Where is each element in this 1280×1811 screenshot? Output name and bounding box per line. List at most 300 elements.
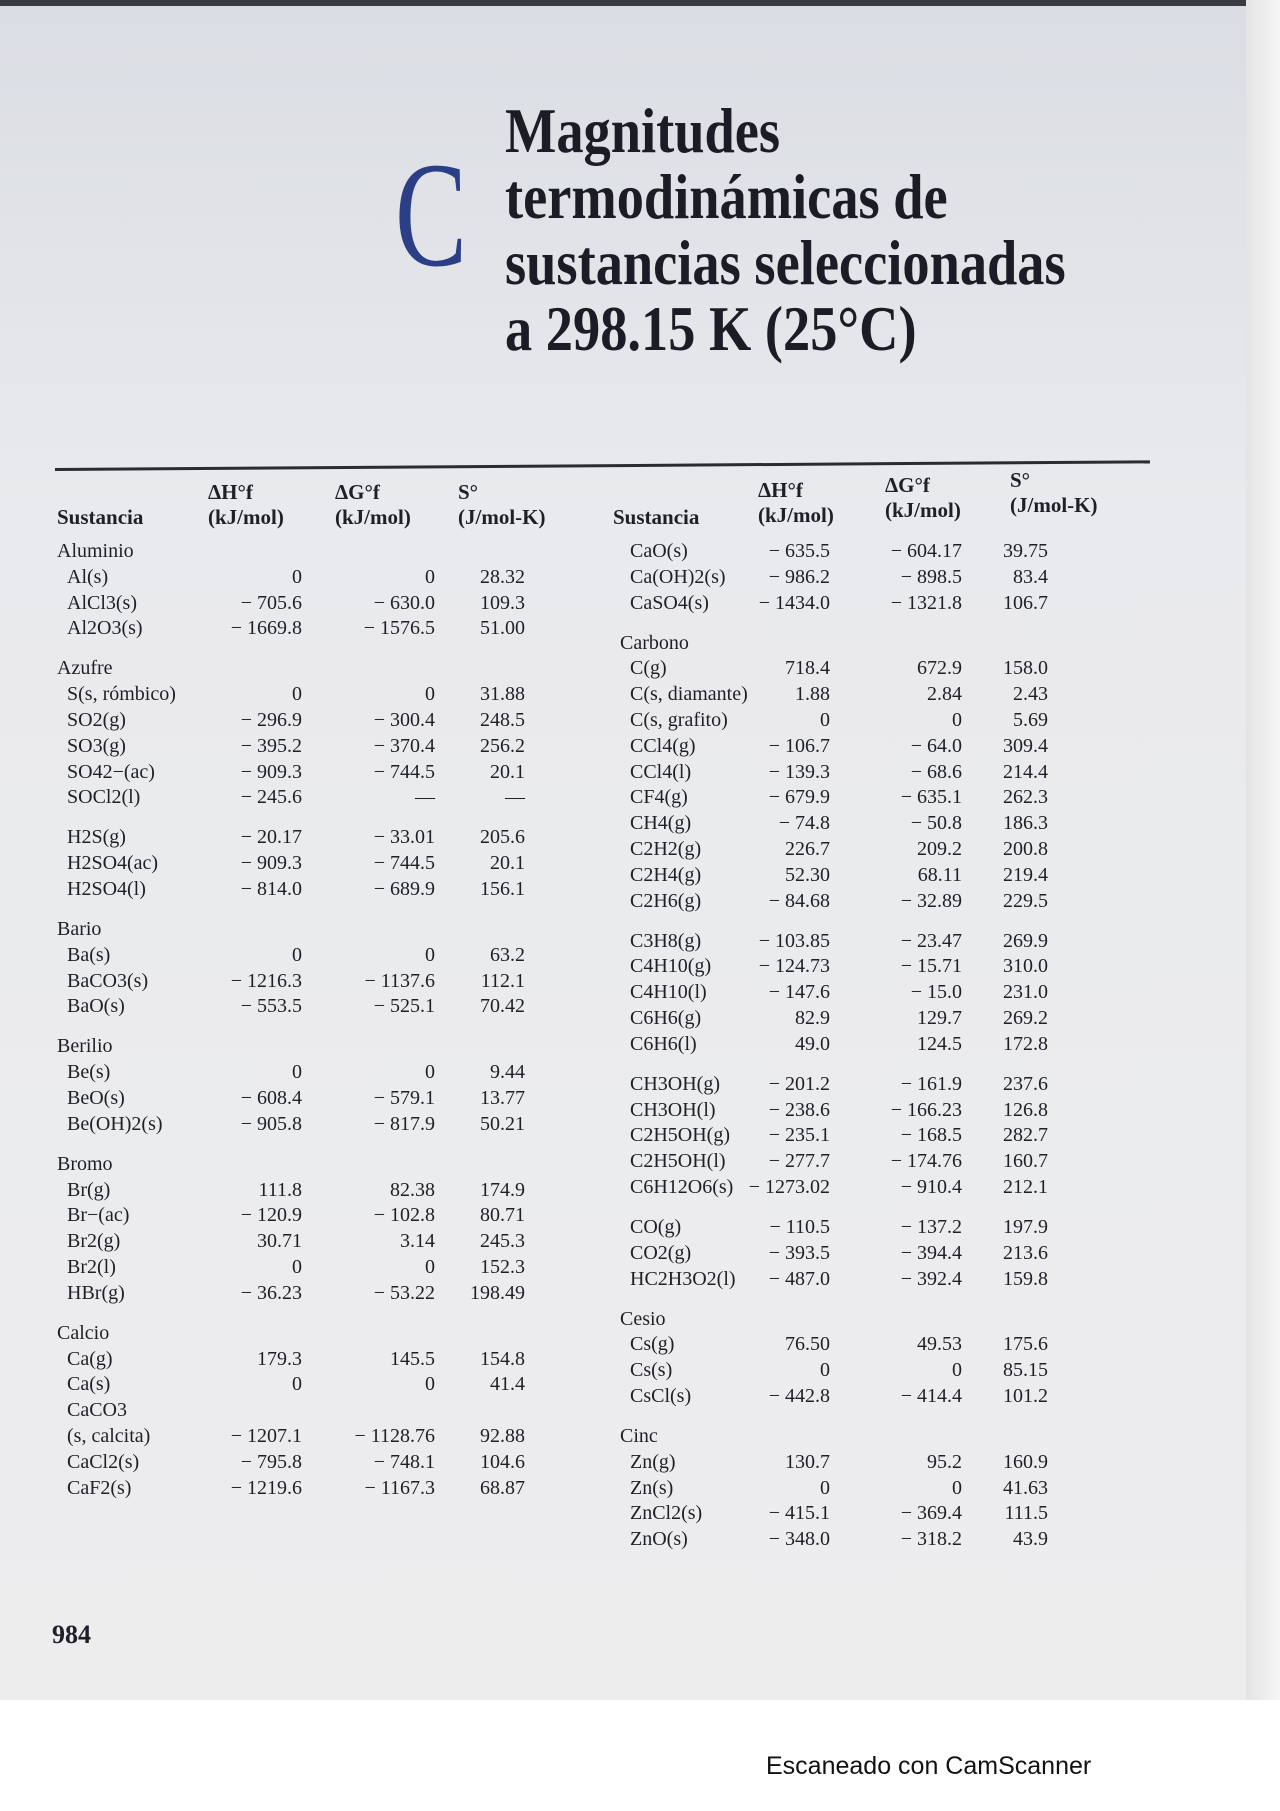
group-heading-row bbox=[620, 1425, 1160, 1451]
dg-value: 209.2 bbox=[917, 837, 962, 860]
group-heading-row bbox=[57, 1153, 597, 1179]
dh-value: − 814.0 bbox=[240, 877, 302, 900]
table-row bbox=[57, 1256, 597, 1282]
s-value: 112.1 bbox=[480, 969, 525, 992]
dh-value: − 235.1 bbox=[768, 1124, 830, 1147]
dg-value: − 414.4 bbox=[900, 1384, 962, 1407]
dh-value: − 139.3 bbox=[768, 760, 830, 783]
dg-value: − 525.1 bbox=[373, 995, 435, 1018]
table-row bbox=[620, 1007, 1160, 1033]
scanner-watermark: Escaneado con CamScanner bbox=[766, 1752, 1092, 1780]
dg-value: 672.9 bbox=[917, 657, 962, 680]
substance-name: CaCO3 bbox=[67, 1399, 127, 1422]
substance-name: CsCl(s) bbox=[630, 1384, 692, 1407]
dg-value: − 1321.8 bbox=[890, 591, 962, 614]
dg-value: − 898.5 bbox=[900, 565, 962, 588]
dg-value: 0 bbox=[425, 1255, 435, 1278]
substance-name: CaF2(s) bbox=[67, 1476, 132, 1499]
substance-name: ZnCl2(s) bbox=[630, 1502, 703, 1525]
page-title bbox=[505, 95, 1205, 364]
header-dg-unit: (kJ/mol) bbox=[885, 498, 961, 522]
s-value: 70.42 bbox=[480, 995, 525, 1018]
substance-name: Zn(s) bbox=[630, 1476, 674, 1499]
table-row bbox=[620, 812, 1160, 838]
table-row bbox=[620, 838, 1160, 864]
dg-value: − 817.9 bbox=[373, 1112, 435, 1135]
dg-value: − 744.5 bbox=[373, 852, 435, 875]
substance-name: Br2(l) bbox=[67, 1255, 116, 1278]
s-value: 214.4 bbox=[1003, 760, 1048, 783]
table-row bbox=[57, 1425, 597, 1451]
title-line: a 298.15 K (25°C) bbox=[505, 293, 917, 364]
substance-name: Ba(s) bbox=[67, 943, 111, 966]
s-value: 213.6 bbox=[1003, 1241, 1048, 1264]
table-row bbox=[57, 1204, 597, 1230]
table-row bbox=[620, 981, 1160, 1007]
s-value: 63.2 bbox=[490, 943, 525, 966]
substance-name: Be(s) bbox=[67, 1061, 111, 1084]
appendix-letter: C bbox=[395, 132, 468, 298]
dg-value: 0 bbox=[425, 565, 435, 588]
dg-value: − 33.01 bbox=[373, 826, 435, 849]
s-value: 51.00 bbox=[480, 617, 525, 640]
dg-value: 0 bbox=[952, 1476, 962, 1499]
dg-value: − 168.5 bbox=[900, 1124, 962, 1147]
substance-name: SOCl2(l) bbox=[67, 786, 141, 809]
s-value: 92.88 bbox=[480, 1424, 525, 1447]
table-row bbox=[620, 786, 1160, 812]
s-value: 152.3 bbox=[480, 1255, 525, 1278]
dg-value: 0 bbox=[952, 708, 962, 731]
dh-value: − 415.1 bbox=[768, 1502, 830, 1525]
substance-name: CCl4(l) bbox=[630, 760, 692, 783]
dh-value: 82.9 bbox=[795, 1006, 830, 1029]
table-row bbox=[620, 1359, 1160, 1385]
substance-name: Br−(ac) bbox=[67, 1204, 130, 1227]
table-row bbox=[57, 1399, 597, 1425]
header-s-left bbox=[458, 480, 545, 530]
substance-name: C6H6(l) bbox=[630, 1032, 697, 1055]
substance-name: BeO(s) bbox=[67, 1086, 125, 1109]
s-value: 158.0 bbox=[1003, 657, 1048, 680]
substance-name: H2SO4(l) bbox=[67, 877, 146, 900]
dh-value: − 608.4 bbox=[240, 1086, 302, 1109]
dh-value: − 909.3 bbox=[240, 852, 302, 875]
substance-name: AlCl3(s) bbox=[67, 591, 137, 614]
substance-name: C(s, diamante) bbox=[630, 683, 748, 706]
title-line: sustancias seleccionadas bbox=[505, 227, 1066, 298]
dh-value: − 120.9 bbox=[240, 1204, 302, 1227]
dh-value: 30.71 bbox=[257, 1230, 302, 1253]
s-value: 43.9 bbox=[1013, 1528, 1048, 1551]
header-dg-unit: (kJ/mol) bbox=[335, 505, 411, 529]
group-heading-row bbox=[620, 632, 1160, 658]
dh-value: 0 bbox=[292, 1373, 302, 1396]
title-line: termodinámicas de bbox=[505, 161, 948, 232]
dg-value: 0 bbox=[425, 943, 435, 966]
table-row bbox=[57, 1373, 597, 1399]
dh-value: − 103.85 bbox=[758, 929, 830, 952]
dg-value: − 15.0 bbox=[910, 981, 962, 1004]
table-row bbox=[57, 1451, 597, 1477]
group-heading-row bbox=[57, 918, 597, 944]
group-heading: Cinc bbox=[620, 1424, 658, 1447]
s-value: 101.2 bbox=[1003, 1384, 1048, 1407]
table-row bbox=[57, 1282, 597, 1308]
dg-value: − 53.22 bbox=[373, 1281, 435, 1304]
table-row bbox=[620, 1073, 1160, 1099]
s-value: 309.4 bbox=[1003, 734, 1048, 757]
group-heading: Bario bbox=[57, 917, 102, 940]
substance-name: C2H6(g) bbox=[630, 889, 702, 912]
header-s-symbol: S° bbox=[1010, 468, 1031, 492]
table-row bbox=[57, 1348, 597, 1374]
dh-value: − 487.0 bbox=[768, 1267, 830, 1290]
table-row bbox=[57, 761, 597, 787]
table-row bbox=[57, 970, 597, 996]
s-value: 172.8 bbox=[1003, 1032, 1048, 1055]
substance-name: C(g) bbox=[630, 657, 667, 680]
s-value: 2.43 bbox=[1013, 683, 1048, 706]
substance-name: Be(OH)2(s) bbox=[67, 1112, 163, 1135]
dg-value: − 174.76 bbox=[890, 1150, 962, 1173]
header-dh-symbol: ΔH°f bbox=[208, 480, 253, 504]
table-row bbox=[620, 1216, 1160, 1242]
substance-name: Al2O3(s) bbox=[67, 617, 143, 640]
dh-value: 0 bbox=[820, 708, 830, 731]
table-row bbox=[57, 786, 597, 812]
dg-value: − 1128.76 bbox=[354, 1424, 435, 1447]
s-value: 39.75 bbox=[1003, 540, 1048, 562]
dh-value: 0 bbox=[292, 1255, 302, 1278]
dh-value: − 74.8 bbox=[778, 812, 830, 835]
dh-value: − 110.5 bbox=[769, 1215, 830, 1238]
header-substance-left: Sustancia bbox=[57, 505, 144, 529]
header-s-right bbox=[1010, 468, 1097, 518]
s-value: 41.4 bbox=[490, 1373, 525, 1396]
s-value: 68.87 bbox=[480, 1476, 525, 1499]
table-row bbox=[57, 1061, 597, 1087]
s-value: 200.8 bbox=[1003, 837, 1048, 860]
s-value: 13.77 bbox=[480, 1086, 525, 1109]
table-row bbox=[57, 735, 597, 761]
dh-value: 52.30 bbox=[785, 863, 830, 886]
substance-name: CaSO4(s) bbox=[630, 591, 709, 614]
s-value: 20.1 bbox=[490, 760, 525, 783]
s-value: — bbox=[505, 786, 525, 809]
s-value: 83.4 bbox=[1013, 565, 1048, 588]
header-dh-unit: (kJ/mol) bbox=[208, 505, 284, 529]
dg-value: 124.5 bbox=[917, 1032, 962, 1055]
table-row bbox=[57, 1477, 597, 1503]
s-value: 31.88 bbox=[480, 683, 525, 706]
s-value: 9.44 bbox=[490, 1061, 525, 1084]
table-row bbox=[620, 1124, 1160, 1150]
dg-value: 68.11 bbox=[917, 863, 962, 886]
page-edge bbox=[1246, 0, 1280, 1700]
dg-value: − 604.17 bbox=[890, 540, 962, 562]
group-heading: Cesio bbox=[620, 1307, 666, 1330]
s-value: 85.15 bbox=[1003, 1359, 1048, 1382]
s-value: 20.1 bbox=[490, 852, 525, 875]
s-value: 269.9 bbox=[1003, 929, 1048, 952]
s-value: 50.21 bbox=[480, 1112, 525, 1135]
dg-value: 0 bbox=[425, 1061, 435, 1084]
substance-name: Ca(OH)2(s) bbox=[630, 565, 726, 588]
dh-value: 226.7 bbox=[785, 837, 830, 860]
dh-value: − 705.6 bbox=[240, 591, 302, 614]
table-row bbox=[620, 540, 1160, 566]
s-value: 126.8 bbox=[1003, 1098, 1048, 1121]
dh-value: − 1434.0 bbox=[758, 591, 830, 614]
dg-value: − 102.8 bbox=[373, 1204, 435, 1227]
group-heading: Azufre bbox=[57, 657, 113, 680]
s-value: 205.6 bbox=[480, 826, 525, 849]
dg-value: − 394.4 bbox=[900, 1241, 962, 1264]
dh-value: 76.50 bbox=[785, 1333, 830, 1356]
s-value: 174.9 bbox=[480, 1178, 525, 1201]
dh-value: − 84.68 bbox=[768, 889, 830, 912]
dh-value: 718.4 bbox=[785, 657, 830, 680]
header-dh-right bbox=[758, 478, 834, 528]
s-value: 5.69 bbox=[1013, 708, 1048, 731]
substance-name: C2H2(g) bbox=[630, 837, 702, 860]
table-row bbox=[620, 1451, 1160, 1477]
dh-value: − 679.9 bbox=[768, 786, 830, 809]
s-value: 219.4 bbox=[1003, 863, 1048, 886]
substance-name: Ca(g) bbox=[67, 1347, 113, 1370]
dh-value: 0 bbox=[292, 943, 302, 966]
dh-value: − 238.6 bbox=[768, 1098, 830, 1121]
substance-name: C2H4(g) bbox=[630, 863, 702, 886]
s-value: 282.7 bbox=[1003, 1124, 1048, 1147]
table-row bbox=[620, 566, 1160, 592]
group-heading: Carbono bbox=[620, 631, 689, 654]
table-row bbox=[620, 955, 1160, 981]
group-heading: Bromo bbox=[57, 1152, 113, 1175]
header-dg-right bbox=[885, 473, 961, 523]
dg-value: − 68.6 bbox=[910, 760, 962, 783]
substance-name: HBr(g) bbox=[67, 1281, 125, 1304]
substance-name: ZnO(s) bbox=[630, 1528, 688, 1551]
dh-value: − 277.7 bbox=[768, 1150, 830, 1173]
header-dh-symbol: ΔH°f bbox=[758, 478, 803, 502]
table-row bbox=[620, 1528, 1160, 1554]
table-row bbox=[57, 566, 597, 592]
dh-value: − 106.7 bbox=[768, 734, 830, 757]
s-value: 229.5 bbox=[1003, 889, 1048, 912]
table-row bbox=[620, 930, 1160, 956]
substance-name: C2H5OH(g) bbox=[630, 1124, 730, 1147]
table-row bbox=[620, 1502, 1160, 1528]
s-value: 231.0 bbox=[1003, 981, 1048, 1004]
table-row bbox=[57, 683, 597, 709]
dh-value: − 393.5 bbox=[768, 1241, 830, 1264]
substance-name: CH4(g) bbox=[630, 812, 692, 835]
dh-value: 0 bbox=[820, 1476, 830, 1499]
table-row bbox=[620, 657, 1160, 683]
header-dh-unit: (kJ/mol) bbox=[758, 503, 834, 527]
s-value: 104.6 bbox=[480, 1450, 525, 1473]
table-row bbox=[57, 852, 597, 878]
dh-value: − 905.8 bbox=[240, 1112, 302, 1135]
substance-name: SO42−(ac) bbox=[67, 760, 155, 783]
substance-name: C4H10(g) bbox=[630, 955, 712, 978]
table-row bbox=[57, 617, 597, 643]
substance-name: Br2(g) bbox=[67, 1230, 121, 1253]
substance-name: C3H8(g) bbox=[630, 929, 702, 952]
dh-value: 179.3 bbox=[257, 1347, 302, 1370]
s-value: 197.9 bbox=[1003, 1215, 1048, 1238]
substance-name: CO2(g) bbox=[630, 1241, 692, 1264]
substance-name: Ca(s) bbox=[67, 1373, 111, 1396]
substance-name: C4H10(l) bbox=[630, 981, 707, 1004]
substance-name: (s, calcita) bbox=[67, 1424, 151, 1447]
dg-value: − 579.1 bbox=[373, 1086, 435, 1109]
header-dg-symbol: ΔG°f bbox=[335, 480, 380, 504]
dh-value: 130.7 bbox=[785, 1450, 830, 1473]
s-value: 160.7 bbox=[1003, 1150, 1048, 1173]
group-heading-row bbox=[57, 1035, 597, 1061]
s-value: 212.1 bbox=[1003, 1175, 1048, 1198]
dg-value: − 689.9 bbox=[373, 877, 435, 900]
header-s-unit: (J/mol-K) bbox=[458, 505, 546, 529]
s-value: 310.0 bbox=[1003, 955, 1048, 978]
table-row bbox=[620, 1477, 1160, 1503]
dh-value: − 909.3 bbox=[240, 760, 302, 783]
substance-name: C6H6(g) bbox=[630, 1006, 702, 1029]
table-row bbox=[57, 878, 597, 904]
dh-value: 0 bbox=[292, 683, 302, 706]
left-data-column bbox=[57, 540, 597, 1600]
dg-value: − 744.5 bbox=[373, 760, 435, 783]
dg-value: − 166.23 bbox=[890, 1098, 962, 1121]
dg-value: 0 bbox=[425, 683, 435, 706]
group-heading: Calcio bbox=[57, 1321, 110, 1344]
substance-name: BaCO3(s) bbox=[67, 969, 149, 992]
substance-name: CaCl2(s) bbox=[67, 1450, 140, 1473]
table-row bbox=[57, 1087, 597, 1113]
substance-name: Al(s) bbox=[67, 565, 109, 588]
substance-name: CH3OH(l) bbox=[630, 1098, 716, 1121]
table-row bbox=[620, 1099, 1160, 1125]
dg-value: − 1167.3 bbox=[364, 1476, 435, 1499]
dg-value: 95.2 bbox=[927, 1450, 962, 1473]
table-row bbox=[57, 1230, 597, 1256]
substance-name: Cs(s) bbox=[630, 1359, 673, 1382]
dh-value: − 1669.8 bbox=[230, 617, 302, 640]
substance-name: Br(g) bbox=[67, 1178, 111, 1201]
s-value: 245.3 bbox=[480, 1230, 525, 1253]
substance-name: SO3(g) bbox=[67, 734, 126, 757]
dg-value: 49.53 bbox=[917, 1333, 962, 1356]
s-value: 80.71 bbox=[480, 1204, 525, 1227]
table-row bbox=[57, 592, 597, 618]
group-heading: Aluminio bbox=[57, 540, 134, 562]
dg-value: − 748.1 bbox=[373, 1450, 435, 1473]
header-s-unit: (J/mol-K) bbox=[1010, 493, 1098, 517]
s-value: 256.2 bbox=[480, 734, 525, 757]
group-heading-row bbox=[57, 657, 597, 683]
title-line: Magnitudes bbox=[505, 95, 781, 166]
s-value: 41.63 bbox=[1003, 1476, 1048, 1499]
s-value: 175.6 bbox=[1003, 1333, 1048, 1356]
header-substance-right: Sustancia bbox=[613, 505, 700, 529]
dh-value: − 795.8 bbox=[240, 1450, 302, 1473]
s-value: 160.9 bbox=[1003, 1450, 1048, 1473]
table-row bbox=[620, 1176, 1160, 1202]
substance-name: C2H5OH(l) bbox=[630, 1150, 726, 1173]
s-value: 186.3 bbox=[1003, 812, 1048, 835]
dh-value: − 1216.3 bbox=[230, 969, 302, 992]
substance-name: CH3OH(g) bbox=[630, 1072, 720, 1095]
s-value: 106.7 bbox=[1003, 591, 1048, 614]
s-value: 237.6 bbox=[1003, 1072, 1048, 1095]
dg-value: − 137.2 bbox=[900, 1215, 962, 1238]
dg-value: − 23.47 bbox=[900, 929, 962, 952]
dh-value: 0 bbox=[292, 565, 302, 588]
dh-value: − 986.2 bbox=[768, 565, 830, 588]
substance-name: HC2H3O2(l) bbox=[630, 1267, 736, 1290]
dh-value: − 124.73 bbox=[758, 955, 830, 978]
dg-value: − 15.71 bbox=[900, 955, 962, 978]
dh-value: − 635.5 bbox=[768, 540, 830, 562]
page-number: 984 bbox=[52, 1620, 91, 1649]
s-value: 248.5 bbox=[480, 708, 525, 731]
substance-name: C(s, grafito) bbox=[630, 708, 728, 731]
dh-value: 0 bbox=[292, 1061, 302, 1084]
s-value: 159.8 bbox=[1003, 1267, 1048, 1290]
dg-value: − 630.0 bbox=[373, 591, 435, 614]
group-heading-row bbox=[57, 1322, 597, 1348]
substance-name: S(s, rómbico) bbox=[67, 683, 176, 706]
s-value: 28.32 bbox=[480, 565, 525, 588]
dg-value: 0 bbox=[952, 1359, 962, 1382]
dh-value: 111.8 bbox=[258, 1178, 302, 1201]
group-heading: Berilio bbox=[57, 1035, 113, 1058]
dg-value: − 635.1 bbox=[900, 786, 962, 809]
table-row bbox=[620, 1268, 1160, 1294]
s-value: 262.3 bbox=[1003, 786, 1048, 809]
dg-value: − 1576.5 bbox=[363, 617, 435, 640]
dg-value: — bbox=[415, 786, 435, 809]
s-value: 156.1 bbox=[480, 877, 525, 900]
table-row bbox=[620, 1242, 1160, 1268]
dh-value: − 442.8 bbox=[768, 1384, 830, 1407]
substance-name: CaO(s) bbox=[630, 540, 688, 562]
table-row bbox=[57, 709, 597, 735]
table-row bbox=[620, 864, 1160, 890]
dh-value: − 36.23 bbox=[240, 1281, 302, 1304]
top-shadow bbox=[0, 0, 1280, 6]
dg-value: − 910.4 bbox=[900, 1175, 962, 1198]
header-dg-symbol: ΔG°f bbox=[885, 473, 930, 497]
table-row bbox=[620, 709, 1160, 735]
table-row bbox=[620, 890, 1160, 916]
table-row bbox=[57, 944, 597, 970]
table-row bbox=[57, 995, 597, 1021]
s-value: 154.8 bbox=[480, 1347, 525, 1370]
dg-value: − 64.0 bbox=[910, 734, 962, 757]
dg-value: 129.7 bbox=[917, 1006, 962, 1029]
substance-name: SO2(g) bbox=[67, 708, 126, 731]
s-value: 111.5 bbox=[1004, 1502, 1048, 1525]
dh-value: − 245.6 bbox=[240, 786, 302, 809]
group-heading-row bbox=[620, 1308, 1160, 1334]
substance-name: CCl4(g) bbox=[630, 734, 696, 757]
substance-name: Cs(g) bbox=[630, 1333, 675, 1356]
group-heading-row bbox=[57, 540, 597, 566]
